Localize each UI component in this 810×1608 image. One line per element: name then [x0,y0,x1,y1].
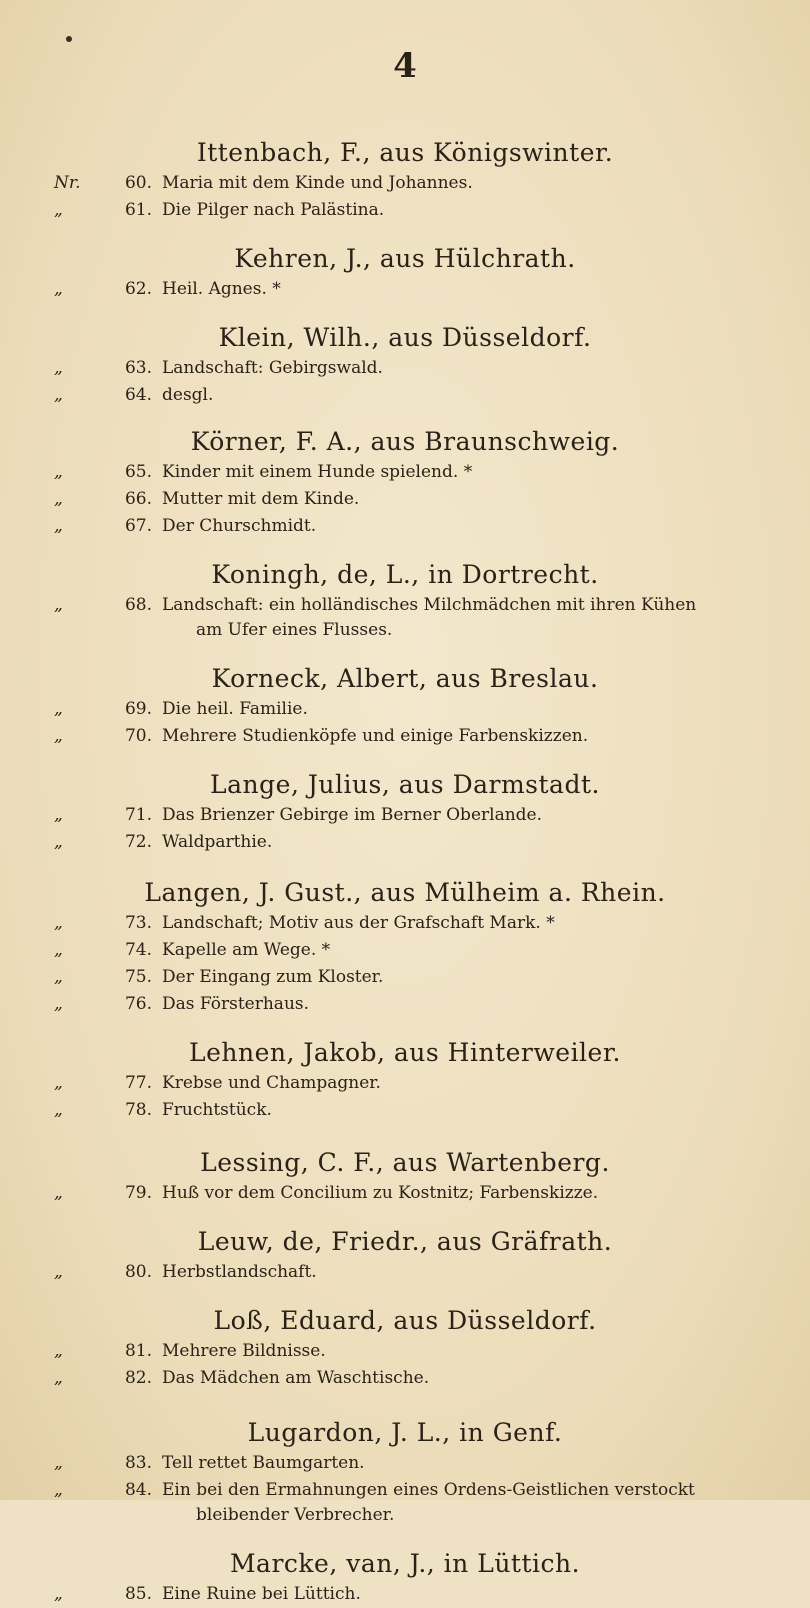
entry-prefix: „ [54,805,63,825]
entry-title [162,1181,782,1206]
catalog-entry [0,513,810,540]
entry-title-text: desgl. [162,385,214,405]
catalog-entry [0,1450,810,1477]
entry-title-text: Herbstlandschaft. [162,1262,317,1282]
artist-heading: Marcke, van, J., in Lüttich. [229,1549,581,1578]
entry-prefix: „ [54,699,63,719]
entry-title-text: Landschaft: Gebirgswald. [162,358,383,378]
catalog-entry [0,382,810,409]
artist-heading: Loß, Eduard, aus Düsseldorf. [213,1306,597,1335]
entry-prefix: „ [54,1100,63,1120]
entry-number: 61. [124,200,152,220]
catalog-entry [0,1477,810,1529]
entry-title [162,460,782,485]
catalog-entry [0,486,810,513]
entry-number: 79. [124,1183,152,1203]
entry-number: 71. [124,805,152,825]
catalog-entry [0,1365,810,1392]
entry-prefix: „ [54,1341,63,1361]
entry-title-text: Das Försterhaus. [162,994,310,1014]
entry-title-text: Krebse und Champagner. [162,1073,381,1093]
catalog-entry [0,696,810,723]
catalog-entry [0,459,810,486]
entry-title [162,697,782,722]
entry-prefix: „ [54,832,63,852]
artist-heading: Lugardon, J. L., in Genf. [247,1418,563,1447]
catalog-entry [0,829,810,856]
entry-number: 66. [124,489,152,509]
entry-title [162,1582,782,1607]
entry-number: 69. [124,699,152,719]
entry-number: 76. [124,994,152,1014]
entry-number: 82. [124,1368,152,1388]
entry-title-text: Maria mit dem Kinde und Johannes. [162,173,473,193]
entry-title-text: Landschaft: ein holländisches Milchmädchen mit ihren Kühen [162,595,697,615]
entry-number: 81. [124,1341,152,1361]
entry-title [162,171,782,196]
entry-number: 67. [124,516,152,536]
entry-title-text: Der Churschmidt. [162,516,317,536]
artist-heading: Langen, J. Gust., aus Mülheim a. Rhein. [144,878,666,907]
entry-title [162,487,782,512]
entry-prefix: „ [54,1584,63,1604]
entry-title-text: Kapelle am Wege. * [162,940,331,960]
artist-heading: Körner, F. A., aus Braunschweig. [190,427,620,456]
artist-heading: Lessing, C. F., aus Wartenberg. [200,1148,610,1177]
catalog-entry [0,723,810,750]
entry-prefix: „ [54,967,63,987]
entry-number: 77. [124,1073,152,1093]
entry-number: 72. [124,832,152,852]
entry-prefix: „ [54,994,63,1014]
entry-title-text: Ein bei den Ermahnungen eines Ordens-Geistlichen verstockt [162,1480,695,1500]
entry-prefix: „ [54,726,63,746]
catalog-entry [0,170,810,197]
entry-title [162,1339,782,1364]
artist-heading: Leuw, de, Friedr., aus Gräfrath. [197,1227,613,1256]
entry-number: 68. [124,595,152,615]
catalog-entry [0,592,810,644]
entry-title [162,593,782,643]
entry-prefix: „ [54,385,63,405]
artist-heading: Lehnen, Jakob, aus Hinterweiler. [188,1038,621,1067]
catalog-list [0,118,810,1608]
entry-title [162,992,782,1017]
entry-title [162,198,782,223]
entry-number: 63. [124,358,152,378]
entry-number: 74. [124,940,152,960]
entry-prefix: „ [54,1183,63,1203]
entry-title-text: Das Mädchen am Waschtische. [162,1368,430,1388]
entry-number: 73. [124,913,152,933]
entry-title [162,803,782,828]
entry-title [162,514,782,539]
entry-prefix: „ [54,1262,63,1282]
entry-title-text: Heil. Agnes. * [162,279,281,299]
entry-number: 80. [124,1262,152,1282]
artist-heading: Korneck, Albert, aus Breslau. [211,664,599,693]
entry-prefix: „ [54,462,63,482]
artist-heading: Kehren, J., aus Hülchrath. [234,244,576,273]
entry-number: 70. [124,726,152,746]
entry-title-text: Das Brienzer Gebirge im Berner Oberlande. [162,805,542,825]
entry-title [162,724,782,749]
catalog-entry [0,991,810,1018]
entry-title-text: Mutter mit dem Kinde. [162,489,360,509]
entry-prefix: „ [54,1073,63,1093]
entry-number: 78. [124,1100,152,1120]
entry-prefix: „ [54,516,63,536]
entry-title [162,1451,782,1476]
entry-title-continuation: bleibender Verbrecher. [196,1505,395,1525]
entry-title-text: Die Pilger nach Palästina. [162,200,385,220]
catalog-entry [0,355,810,382]
entry-number: 85. [124,1584,152,1604]
entry-prefix: „ [54,595,63,615]
entry-title-text: Fruchtstück. [162,1100,272,1120]
artist-heading: Koningh, de, L., in Dortrecht. [211,560,599,589]
entry-title-text: Mehrere Studienköpfe und einige Farbenskizzen. [162,726,589,746]
entry-number: 60. [124,173,152,193]
artist-heading: Klein, Wilh., aus Düsseldorf. [218,323,592,352]
entry-title [162,1071,782,1096]
entry-title-text: Landschaft; Motiv aus der Grafschaft Mark. * [162,913,555,933]
artist-heading: Ittenbach, F., aus Königswinter. [196,138,614,167]
entry-prefix: „ [54,489,63,509]
entry-title-text: Kinder mit einem Hunde spielend. * [162,462,473,482]
catalog-entry [0,1581,810,1608]
catalog-entry [0,1180,810,1207]
entry-number: 75. [124,967,152,987]
entry-title [162,277,782,302]
entry-title-text: Eine Ruine bei Lüttich. [162,1584,361,1604]
entry-title [162,965,782,990]
entry-prefix: „ [54,358,63,378]
entry-title [162,356,782,381]
artist-heading: Lange, Julius, aus Darmstadt. [210,770,600,799]
entry-title [162,1366,782,1391]
catalog-entry [0,1070,810,1097]
entry-prefix: „ [54,1480,63,1500]
catalog-entry [0,276,810,303]
ink-speck [66,36,72,42]
catalog-entry [0,964,810,991]
entry-number: 65. [124,462,152,482]
entry-title-text: Der Eingang zum Kloster. [162,967,384,987]
entry-prefix: Nr. [54,173,81,193]
entry-number: 84. [124,1480,152,1500]
entry-title-text: Waldparthie. [162,832,273,852]
catalog-entry [0,197,810,224]
entry-title-continuation: am Ufer eines Flusses. [196,620,393,640]
entry-prefix: „ [54,1453,63,1473]
catalog-entry [0,937,810,964]
entry-prefix: „ [54,200,63,220]
entry-title-text: Mehrere Bildnisse. [162,1341,326,1361]
entry-title [162,830,782,855]
entry-title [162,1260,782,1285]
entry-number: 83. [124,1453,152,1473]
catalog-entry [0,802,810,829]
catalog-entry [0,910,810,937]
entry-title [162,911,782,936]
entry-title-text: Die heil. Familie. [162,699,308,719]
entry-prefix: „ [54,913,63,933]
entry-title-text: Tell rettet Baumgarten. [162,1453,365,1473]
catalog-entry [0,1338,810,1365]
entry-prefix: „ [54,279,63,299]
entry-prefix: „ [54,1368,63,1388]
page-number: 4 [393,46,417,86]
entry-title [162,1098,782,1123]
entry-title [162,1478,782,1528]
entry-title [162,938,782,963]
catalog-entry [0,1097,810,1124]
entry-number: 62. [124,279,152,299]
entry-prefix: „ [54,940,63,960]
entry-title [162,383,782,408]
entry-number: 64. [124,385,152,405]
catalog-entry [0,1259,810,1286]
entry-title-text: Huß vor dem Concilium zu Kostnitz; Farbenskizze. [162,1183,599,1203]
